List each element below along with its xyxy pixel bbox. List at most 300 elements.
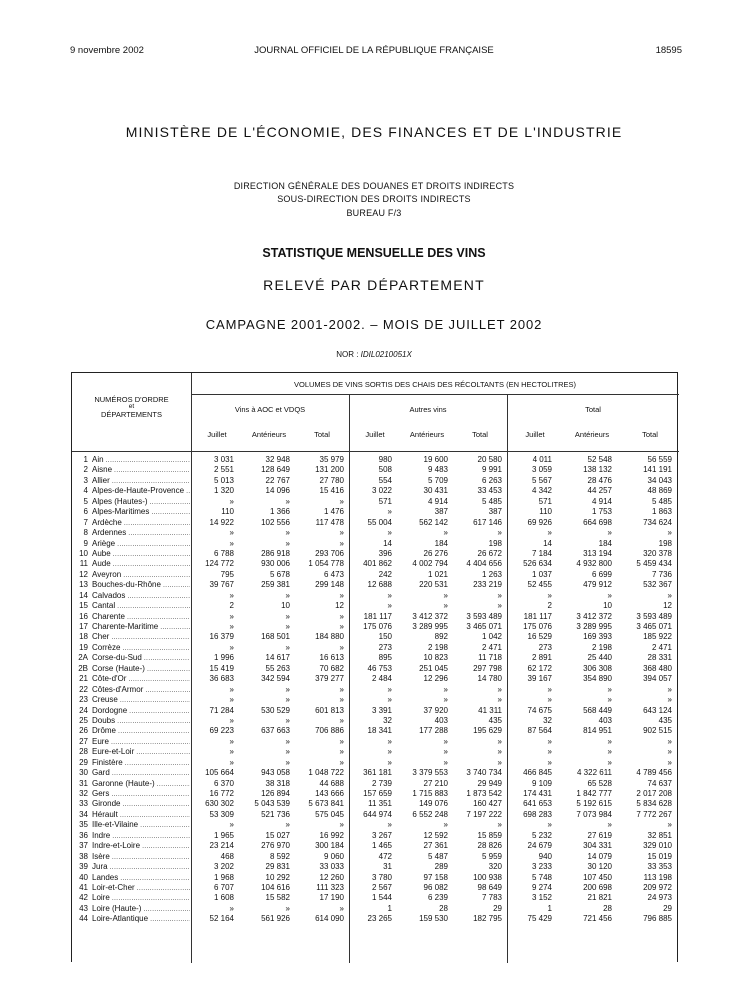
table-cell: 5 485 <box>481 496 502 506</box>
table-cell: 26 276 <box>423 548 448 558</box>
department-name: Isère ..... <box>92 852 190 863</box>
table-row <box>71 862 678 872</box>
table-cell: 2 017 208 <box>636 789 672 798</box>
table-cell: 7 772 267 <box>636 809 672 819</box>
table-cell: 387 <box>488 507 502 517</box>
table-cell: 27 361 <box>423 841 448 851</box>
table-cell: 1 873 542 <box>466 789 502 798</box>
table-cell: 14 617 <box>265 653 290 663</box>
department-number: 15 <box>79 601 88 611</box>
table-cell: 568 449 <box>583 705 612 715</box>
table-row <box>71 852 678 862</box>
table-cell: 4 011 <box>532 455 552 464</box>
table-cell: » <box>443 757 448 767</box>
document-title: STATISTIQUE MENSUELLE DES VINS <box>262 246 486 260</box>
table-cell: 175 076 <box>523 622 552 631</box>
table-cell: 7 783 <box>481 893 502 903</box>
table-row <box>71 893 678 903</box>
table-cell: 14 780 <box>477 674 502 684</box>
table-cell: » <box>229 747 234 757</box>
department-name: Corrèze ..... <box>92 643 190 654</box>
table-cell: » <box>387 590 392 600</box>
table-cell: 796 885 <box>643 914 672 924</box>
table-cell: 361 181 <box>363 768 392 778</box>
col-total-july: Juillet <box>525 430 545 439</box>
divider <box>72 451 679 452</box>
table-cell: 3 233 <box>531 862 552 872</box>
table-cell: 16 613 <box>319 653 344 663</box>
table-cell: 16 529 <box>527 632 552 642</box>
table-row <box>71 486 678 496</box>
department-name: Loir-et-Cher ..... <box>92 883 190 894</box>
department-number: 38 <box>79 851 88 861</box>
table-cell: 561 926 <box>261 914 290 924</box>
department-name: Drôme ..... <box>92 726 190 737</box>
table-cell: 12 296 <box>423 674 448 684</box>
table-cell: » <box>607 528 612 538</box>
table-cell: 1 544 <box>371 893 392 903</box>
table-row <box>71 559 678 569</box>
table-body <box>71 455 678 925</box>
table-cell: 111 323 <box>316 882 344 892</box>
table-cell: » <box>229 757 234 767</box>
table-cell: 2 <box>547 601 552 611</box>
table-cell: 1 263 <box>481 569 502 579</box>
table-row <box>71 476 678 486</box>
table-cell: 396 <box>378 548 392 558</box>
table-cell: » <box>443 695 448 705</box>
table-cell: 113 198 <box>643 872 672 882</box>
table-cell: 320 <box>488 862 502 872</box>
table-cell: 530 529 <box>261 705 290 715</box>
table-cell: 617 146 <box>473 517 502 527</box>
department-number: 5 <box>83 496 88 506</box>
table-row <box>71 643 678 653</box>
department-name: Ardèche ..... <box>92 518 190 529</box>
table-cell: 110 <box>539 507 552 517</box>
table-cell: » <box>443 601 448 611</box>
table-cell: 508 <box>378 465 392 475</box>
table-cell: 1 042 <box>481 632 502 642</box>
table-row <box>71 685 678 695</box>
table-cell: » <box>667 528 672 538</box>
table-cell: 6 699 <box>591 569 612 579</box>
table-cell: 614 090 <box>315 914 344 924</box>
table-cell: 1 476 <box>323 507 344 517</box>
table-cell: 3 412 372 <box>412 611 448 621</box>
table-cell: » <box>387 507 392 517</box>
table-cell: » <box>547 747 552 757</box>
table-row <box>71 820 678 830</box>
table-cell: 15 416 <box>319 486 344 496</box>
table-cell: 2 739 <box>371 778 392 788</box>
department-number: 14 <box>79 590 88 600</box>
table-cell: 479 912 <box>583 580 612 590</box>
department-number: 1 <box>83 455 88 464</box>
table-cell: 14 <box>383 538 392 548</box>
table-cell: » <box>387 528 392 538</box>
table-cell: » <box>229 622 234 631</box>
table-cell: » <box>285 695 290 705</box>
department-number: 16 <box>79 611 88 621</box>
table-cell: » <box>497 695 502 705</box>
table-cell: 273 <box>538 642 552 652</box>
table-cell: » <box>285 757 290 767</box>
table-cell: 55 263 <box>265 663 290 673</box>
table-cell: 3 202 <box>213 862 234 872</box>
nor-reference <box>0 350 748 359</box>
group-aoc-vdqs: Vins à AOC et VDQS <box>234 405 306 414</box>
table-cell: 29 949 <box>477 778 502 788</box>
col-aoc-total: Total <box>314 430 330 439</box>
table-cell: 39 167 <box>527 674 552 684</box>
table-cell: 4 914 <box>427 496 448 506</box>
table-row <box>71 570 678 580</box>
table-cell: 9 109 <box>531 778 552 788</box>
table-cell: 644 974 <box>363 809 392 819</box>
table-cell: » <box>667 747 672 757</box>
table-cell: » <box>667 695 672 705</box>
table-cell: 75 429 <box>527 914 552 924</box>
table-cell: 641 653 <box>523 799 552 809</box>
table-cell: 5 043 539 <box>254 799 290 809</box>
department-name: Ariège ..... <box>92 539 190 550</box>
table-cell: 12 260 <box>319 872 344 882</box>
table-cell: » <box>229 736 234 746</box>
table-cell: » <box>387 601 392 611</box>
table-cell: 387 <box>434 507 448 517</box>
table-cell: 53 309 <box>209 809 234 819</box>
department-name: Eure ..... <box>92 737 190 748</box>
table-cell: 25 440 <box>587 653 612 663</box>
department-name: Aude ..... <box>92 559 190 570</box>
table-cell: 5 567 <box>531 475 552 485</box>
department-number: 25 <box>79 715 88 725</box>
department-number: 41 <box>79 882 88 892</box>
table-cell: » <box>497 590 502 600</box>
department-number: 13 <box>79 580 88 590</box>
table-cell: 12 592 <box>423 830 448 840</box>
document-subtitle: RELEVÉ PAR DÉPARTEMENT <box>263 277 485 293</box>
department-name: Calvados ..... <box>92 591 190 602</box>
table-cell: 10 <box>603 601 612 611</box>
table-cell: 571 <box>538 496 552 506</box>
table-row <box>71 601 678 611</box>
volumes-header: VOLUMES DE VINS SORTIS DES CHAIS DES RÉCOLTANTS (EN HECTOLITRES) <box>294 380 576 389</box>
table-cell: 96 082 <box>423 882 448 892</box>
table-cell: » <box>285 903 290 913</box>
table-cell: 3 780 <box>371 872 392 882</box>
table-cell: 38 318 <box>265 778 290 788</box>
table-cell: » <box>285 642 290 652</box>
table-cell: 306 308 <box>583 663 612 673</box>
table-cell: » <box>387 695 392 705</box>
table-cell: » <box>497 528 502 538</box>
table-cell: 401 862 <box>363 559 392 569</box>
table-row <box>71 622 678 632</box>
table-row <box>71 799 678 809</box>
table-cell: 3 059 <box>531 465 552 475</box>
table-cell: 892 <box>434 632 448 642</box>
table-cell: 105 664 <box>205 768 234 778</box>
table-row <box>71 674 678 684</box>
table-cell: 403 <box>434 715 448 725</box>
table-cell: 6 239 <box>427 893 448 903</box>
table-cell: 27 619 <box>587 830 612 840</box>
table-cell: 320 378 <box>643 548 672 558</box>
table-cell: 2 <box>229 601 234 611</box>
col-aoc-july: Juillet <box>207 430 227 439</box>
table-cell: » <box>497 757 502 767</box>
department-name: Côtes-d'Armor ..... <box>92 685 190 696</box>
table-row <box>71 841 678 851</box>
department-name: Côte-d'Or ..... <box>92 674 190 685</box>
table-cell: 35 979 <box>319 455 344 464</box>
table-cell: 5 709 <box>427 475 448 485</box>
table-cell: 895 <box>378 653 392 663</box>
table-row <box>71 789 678 799</box>
table-cell: 44 688 <box>319 778 344 788</box>
table-cell: 435 <box>658 715 672 725</box>
direction-line-2: SOUS-DIRECTION DES DROITS INDIRECTS <box>277 194 471 204</box>
table-cell: 24 973 <box>647 893 672 903</box>
table-cell: » <box>285 736 290 746</box>
table-cell: » <box>339 684 344 694</box>
table-cell: 71 284 <box>209 705 234 715</box>
table-cell: 637 663 <box>261 726 290 736</box>
table-cell: 664 698 <box>583 517 612 527</box>
table-row <box>71 726 678 736</box>
table-cell: » <box>339 642 344 652</box>
table-cell: 329 010 <box>643 841 672 851</box>
department-name: Loire-Atlantique ..... <box>92 914 190 925</box>
table-cell: 20 580 <box>477 455 502 464</box>
table-cell: » <box>443 736 448 746</box>
table-cell: 29 <box>663 903 672 913</box>
table-cell: 23 214 <box>209 841 234 851</box>
table-cell: 5 487 <box>427 851 448 861</box>
table-cell: 141 191 <box>643 465 672 475</box>
table-cell: 18 341 <box>367 726 392 736</box>
ministry-title: MINISTÈRE DE L'ÉCONOMIE, DES FINANCES ET DE L'INDUSTRIE <box>125 124 623 140</box>
table-cell: 289 <box>434 862 448 872</box>
table-cell: 69 223 <box>209 726 234 736</box>
table-cell: 10 823 <box>423 653 448 663</box>
table-cell: 143 666 <box>315 789 344 798</box>
table-cell: 468 <box>220 851 234 861</box>
table-cell: » <box>607 695 612 705</box>
department-name: Bouches-du-Rhône ..... <box>92 580 190 591</box>
table-cell: 28 476 <box>587 475 612 485</box>
table-cell: » <box>339 736 344 746</box>
table-cell: » <box>339 590 344 600</box>
table-cell: 643 124 <box>643 705 672 715</box>
header-numbers: NUMÉROS D'ORDRE <box>94 395 169 404</box>
table-cell: 1 054 778 <box>308 559 344 569</box>
table-cell: 1 753 <box>591 507 612 517</box>
table-cell: 6 370 <box>213 778 234 788</box>
table-cell: 181 117 <box>363 611 392 621</box>
table-cell: 29 <box>493 903 502 913</box>
table-cell: » <box>667 757 672 767</box>
table-cell: 299 148 <box>315 580 344 590</box>
table-cell: 62 172 <box>527 663 552 673</box>
table-cell: 150 <box>378 632 392 642</box>
department-name: Alpes (Hautes-) ..... <box>92 497 190 508</box>
table-row <box>71 831 678 841</box>
table-cell: 521 736 <box>261 809 290 819</box>
table-cell: » <box>285 590 290 600</box>
department-name: Corse (Haute-) ..... <box>92 664 190 675</box>
department-number: 24 <box>79 705 88 715</box>
department-number: 2A <box>78 653 88 663</box>
table-cell: 368 480 <box>643 663 672 673</box>
table-cell: 138 132 <box>583 465 612 475</box>
department-number: 44 <box>79 914 88 924</box>
table-cell: » <box>443 590 448 600</box>
table-cell: 297 798 <box>473 663 502 673</box>
table-cell: 39 767 <box>209 580 234 590</box>
table-cell: 4 342 <box>531 486 552 496</box>
table-cell: 1 <box>547 903 552 913</box>
table-cell: 2 471 <box>481 642 502 652</box>
department-name: Corse-du-Sud ..... <box>92 653 190 664</box>
table-row <box>71 580 678 590</box>
table-cell: 198 <box>658 538 672 548</box>
table-cell: 304 331 <box>583 841 612 851</box>
header-departments: DÉPARTEMENTS <box>101 410 162 419</box>
table-cell: 15 582 <box>265 893 290 903</box>
department-number: 4 <box>83 486 88 496</box>
department-name: Doubs ..... <box>92 716 190 727</box>
department-name: Creuse ..... <box>92 695 190 706</box>
department-number: 19 <box>79 642 88 652</box>
table-cell: 31 <box>383 862 392 872</box>
page-number: 18595 <box>655 45 682 56</box>
table-cell: 6 473 <box>323 569 344 579</box>
table-cell: 3 152 <box>531 893 552 903</box>
table-cell: 27 210 <box>423 778 448 788</box>
department-number: 40 <box>79 872 88 882</box>
table-cell: 3 267 <box>371 830 392 840</box>
department-number: 9 <box>83 538 88 548</box>
table-cell: 100 938 <box>473 872 502 882</box>
table-cell: 37 920 <box>423 705 448 715</box>
table-cell: 174 431 <box>523 789 552 798</box>
table-row <box>71 539 678 549</box>
table-cell: » <box>607 736 612 746</box>
table-cell: 26 672 <box>477 548 502 558</box>
table-cell: 251 045 <box>419 663 448 673</box>
department-name: Loire ..... <box>92 893 190 904</box>
table-cell: 2 567 <box>371 882 392 892</box>
table-cell: 1 842 777 <box>576 789 612 798</box>
table-cell: 940 <box>538 851 552 861</box>
department-number: 29 <box>79 757 88 767</box>
table-cell: 1 465 <box>371 841 392 851</box>
table-cell: 21 821 <box>587 893 612 903</box>
table-cell: 44 257 <box>587 486 612 496</box>
table-cell: 98 649 <box>477 882 502 892</box>
department-name: Gers ..... <box>92 789 190 800</box>
table-row <box>71 768 678 778</box>
table-row <box>71 507 678 517</box>
table-cell: » <box>443 820 448 830</box>
col-other-previous: Antérieurs <box>409 430 445 439</box>
table-cell: 9 274 <box>531 882 552 892</box>
table-cell: 69 926 <box>527 517 552 527</box>
table-row <box>71 779 678 789</box>
group-total: Total <box>585 405 601 414</box>
table-cell: » <box>339 820 344 830</box>
table-cell: 313 194 <box>583 548 612 558</box>
department-name: Aube ..... <box>92 549 190 560</box>
table-cell: » <box>387 684 392 694</box>
table-row <box>71 873 678 883</box>
table-cell: 930 006 <box>261 559 290 569</box>
table-cell: 5 013 <box>213 475 234 485</box>
table-cell: » <box>607 820 612 830</box>
table-row <box>71 883 678 893</box>
table-cell: 184 <box>434 538 448 548</box>
table-row <box>71 465 678 475</box>
table-cell: 1 608 <box>213 893 234 903</box>
table-cell: 4 914 <box>591 496 612 506</box>
department-name: Ardennes ..... <box>92 528 190 539</box>
table-cell: 14 922 <box>209 517 234 527</box>
table-cell: 3 593 489 <box>636 611 672 621</box>
table-cell: 46 753 <box>367 663 392 673</box>
department-name: Indre-et-Loire ..... <box>92 841 190 852</box>
nor-label: NOR : <box>336 350 359 359</box>
table-cell: 24 679 <box>527 841 552 851</box>
table-cell: 1 715 883 <box>412 789 448 798</box>
table-cell: » <box>285 684 290 694</box>
table-row <box>71 653 678 663</box>
table-cell: 379 277 <box>315 674 344 684</box>
table-cell: 5 673 841 <box>308 799 344 809</box>
table-cell: 169 393 <box>583 632 612 642</box>
table-cell: 2 891 <box>531 653 552 663</box>
table-cell: » <box>229 695 234 705</box>
table-cell: 2 551 <box>213 465 234 475</box>
table-cell: 698 283 <box>523 809 552 819</box>
table-row <box>71 747 678 757</box>
table-cell: 3 412 372 <box>576 611 612 621</box>
table-cell: 11 718 <box>478 653 502 663</box>
table-cell: 6 788 <box>213 548 234 558</box>
table-cell: 3 740 734 <box>466 768 502 778</box>
department-name: Dordogne ..... <box>92 706 190 717</box>
department-name: Charente ..... <box>92 612 190 623</box>
table-cell: 185 922 <box>643 632 672 642</box>
table-row <box>71 758 678 768</box>
table-cell: » <box>229 820 234 830</box>
table-cell: » <box>667 684 672 694</box>
table-row <box>71 632 678 642</box>
table-cell: 117 478 <box>315 517 344 527</box>
table-cell: » <box>443 747 448 757</box>
table-cell: 7 197 222 <box>466 809 502 819</box>
table-cell: 1 996 <box>213 653 234 663</box>
issue-date: 9 novembre 2002 <box>70 45 144 56</box>
table-cell: 1 021 <box>427 569 448 579</box>
table-cell: 7 736 <box>651 569 672 579</box>
table-cell: » <box>285 747 290 757</box>
department-number: 3 <box>83 475 88 485</box>
table-cell: 52 164 <box>209 914 234 924</box>
table-cell: 4 322 611 <box>577 768 612 778</box>
